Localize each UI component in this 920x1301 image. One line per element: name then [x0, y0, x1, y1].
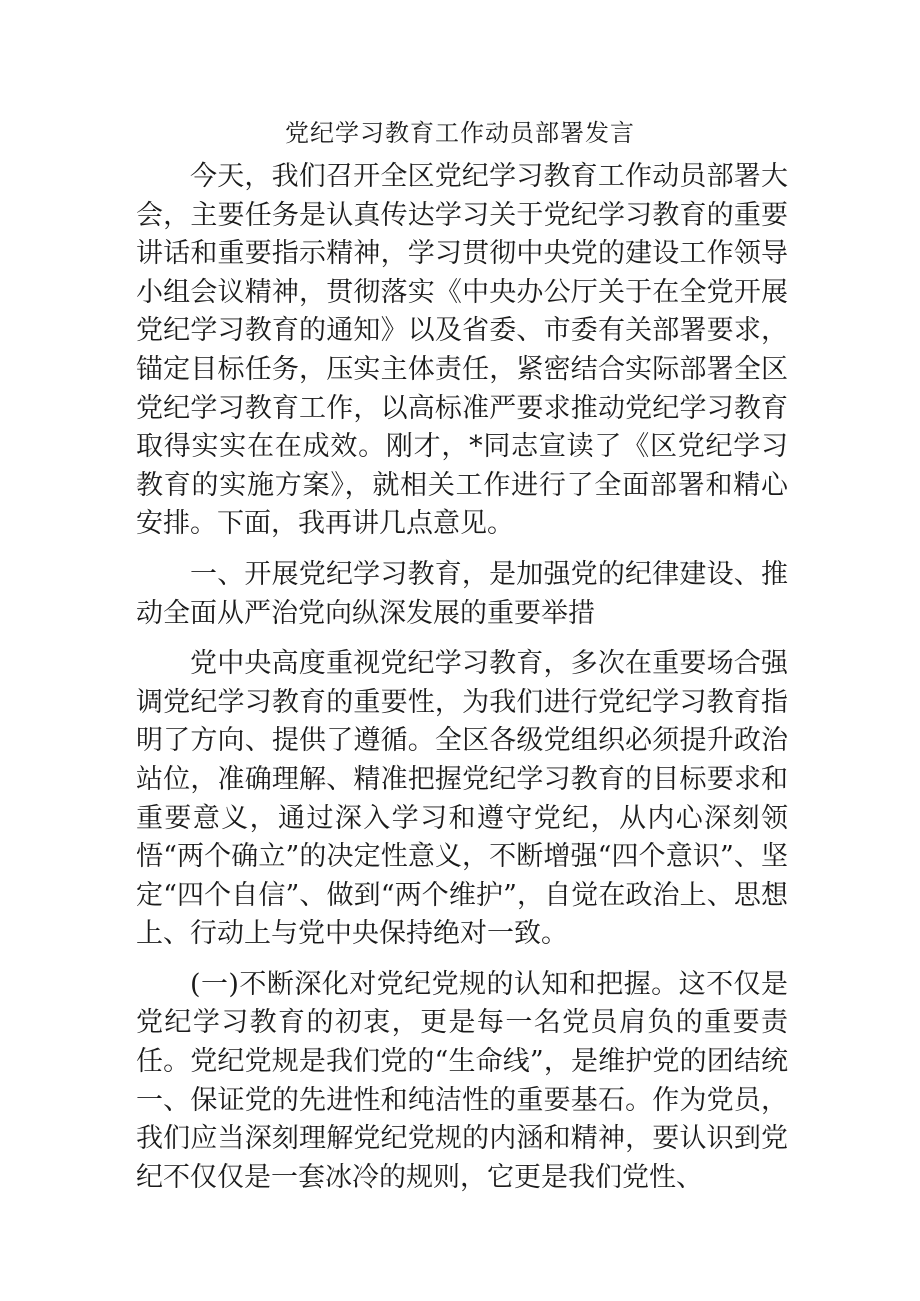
paragraph-subsection-one: (一)不断深化对党纪党规的认知和把握。这不仅是党纪学习教育的初衷，更是每一名党员肩负的重要责任。党纪党规是我们党的“生命线”，是维护党的团结统一、保证党的先进性和纯洁性的重要基石。作为党员，我们应当深刻理解党纪党规的内涵和精神，要认识到党纪不仅仅是一套冰冷的规则，它更是我们党性、	[136, 968, 788, 1193]
section-heading-one: 一、开展党纪学习教育，是加强党的纪律建设、推动全面从严治党向纵深发展的重要举措	[136, 558, 788, 629]
document-body	[136, 158, 788, 1197]
paragraph-intro: 今天，我们召开全区党纪学习教育工作动员部署大会，主要任务是认真传达学习关于党纪学习教育的重要讲话和重要指示精神，学习贯彻中央党的建设工作领导小组会议精神，贯彻落实《中央办公厅关于在全党开展党纪学习教育的通知》以及省委、市委有关部署要求，锚定目标任务，压实主体责任，紧密结合实际部署全区党纪学习教育工作，以高标准严要求推动党纪学习教育取得实实在在成效。刚才，*同志宣读了《区党纪学习教育的实施方案》，就相关工作进行了全面部署和精心安排。下面，我再讲几点意见。	[136, 161, 788, 540]
paragraph-section-one: 党中央高度重视党纪学习教育，多次在重要场合强调党纪学习教育的重要性，为我们进行党纪学习教育指明了方向、提供了遵循。全区各级党组织必须提升政治站位，准确理解、精准把握党纪学习教育的目标要求和重要意义，通过深入学习和遵守党纪，从内心深刻领悟“两个确立”的决定性意义，不断增强“四个意识”、坚定“四个自信”、做到“两个维护”，自觉在政治上、思想上、行动上与党中央保持绝对一致。	[136, 648, 788, 950]
document-title: 党纪学习教育工作动员部署发言	[285, 119, 635, 147]
